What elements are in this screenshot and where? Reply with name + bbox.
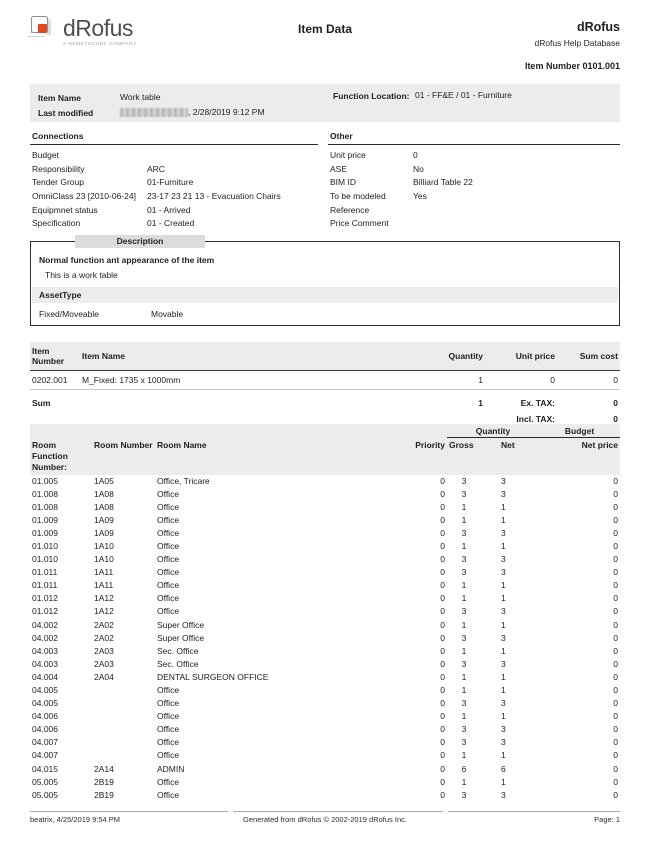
connections-title: Connections <box>30 131 318 145</box>
room-row <box>30 789 620 802</box>
priority-cell: 0 <box>440 475 445 486</box>
room-name-cell: ADMIN <box>157 763 185 774</box>
priority-cell: 0 <box>440 501 445 512</box>
field-value: 01 - Arrived <box>147 204 191 215</box>
gross-cell: 1 <box>461 671 467 682</box>
room-function-cell: 05.005 <box>32 789 58 800</box>
sum-row <box>30 390 620 412</box>
logo-brand-text: dRofus <box>63 15 133 41</box>
field-label: Tender Group <box>32 177 84 188</box>
room-function-cell: 04.002 <box>32 619 58 630</box>
redacted-username <box>120 108 188 117</box>
room-function-cell: 04.003 <box>32 645 58 656</box>
field-value: Billiard Table 22 <box>413 177 473 188</box>
room-number-cell: 1A12 <box>94 593 114 604</box>
room-name-cell: Office <box>157 698 180 709</box>
last-modified-value: , 2/28/2019 9:12 PM <box>188 106 265 117</box>
room-row <box>30 671 620 684</box>
net-price-cell: 0 <box>613 737 619 748</box>
col-sum-cost: Sum cost <box>557 342 620 371</box>
room-name-cell: Office <box>157 554 180 565</box>
room-name-cell: Office <box>157 501 180 512</box>
room-row <box>30 488 620 501</box>
connections-section <box>30 131 318 230</box>
sum-label: Sum <box>32 398 51 408</box>
priority-cell: 0 <box>440 698 445 709</box>
field-label: Reference <box>330 204 370 215</box>
field-label: Equipmnet status <box>32 204 98 215</box>
gross-cell: 1 <box>461 593 467 604</box>
incl-tax-label: Incl. TAX: <box>516 414 555 424</box>
gross-cell: 1 <box>461 619 467 630</box>
room-row <box>30 619 620 632</box>
item-number: Item Number 0101.001 <box>524 61 620 71</box>
gross-cell: 1 <box>461 580 467 591</box>
footer-page-number: Page: 1 <box>594 815 620 824</box>
fixed-moveable-value: Movable <box>151 309 184 319</box>
room-row <box>30 697 620 710</box>
other-title: Other <box>328 131 620 145</box>
col-gross: Gross <box>449 440 474 450</box>
col-room-name: Room Name <box>157 439 207 450</box>
net-cell: 6 <box>501 763 506 774</box>
room-function-cell: 04.002 <box>32 632 58 643</box>
room-number-cell: 1A12 <box>94 606 114 617</box>
room-name-cell: Super Office <box>157 632 205 643</box>
net-price-cell: 0 <box>613 488 619 499</box>
net-cell: 1 <box>501 645 506 656</box>
description-tab: Description <box>75 235 205 248</box>
connections-row <box>30 216 318 230</box>
item-row <box>30 371 620 390</box>
net-cell: 1 <box>501 711 506 722</box>
field-label: BIM ID <box>330 177 356 188</box>
priority-cell: 0 <box>440 645 445 656</box>
gross-cell: 1 <box>461 711 467 722</box>
room-function-cell: 01.010 <box>32 540 58 551</box>
net-cell: 1 <box>501 619 506 630</box>
col-room-number: Room Number <box>94 439 153 450</box>
rooms-table <box>30 424 620 802</box>
room-number-cell: 2A03 <box>94 645 114 656</box>
logo-tagline: A NEMETSCHEK COMPANY <box>63 42 137 47</box>
page-title: Item Data <box>297 22 353 36</box>
room-number-cell: 1A08 <box>94 488 114 499</box>
net-cell: 3 <box>501 789 506 800</box>
room-number-cell <box>92 710 155 723</box>
room-name-cell: Office <box>157 711 180 722</box>
description-text: This is a work table <box>45 270 118 280</box>
description-heading: Normal function ant appearance of the item <box>39 255 215 265</box>
room-function-cell: 04.015 <box>32 763 58 774</box>
items-table-header <box>30 342 620 371</box>
rooms-column-header <box>30 438 620 475</box>
net-cell: 1 <box>501 540 506 551</box>
priority-cell: 0 <box>440 593 445 604</box>
room-function-cell: 01.011 <box>32 580 58 591</box>
room-number-cell: 2A02 <box>94 619 114 630</box>
room-number-cell <box>92 749 155 762</box>
room-name-cell: Office <box>157 540 180 551</box>
room-number-cell: 1A05 <box>94 475 114 486</box>
connections-row <box>30 203 318 217</box>
net-price-cell: 0 <box>613 527 619 538</box>
room-name-cell: Office <box>157 737 180 748</box>
room-number-cell <box>92 697 155 710</box>
net-cell: 3 <box>501 475 506 486</box>
priority-cell: 0 <box>440 567 445 578</box>
room-row <box>30 605 620 618</box>
net-cell: 3 <box>501 658 506 669</box>
net-cell: 1 <box>501 501 506 512</box>
room-name-cell: Office <box>157 724 180 735</box>
fixed-moveable-row <box>39 309 611 319</box>
room-function-cell: 01.009 <box>32 514 58 525</box>
net-cell: 3 <box>501 698 506 709</box>
net-cell: 3 <box>501 632 506 643</box>
priority-cell: 0 <box>440 776 445 787</box>
priority-cell: 0 <box>440 619 445 630</box>
room-function-cell: 04.004 <box>32 671 58 682</box>
last-modified-label: Last modified <box>38 107 94 118</box>
field-label: To be modeled <box>330 190 386 201</box>
room-name-cell: Office <box>157 776 180 787</box>
room-row <box>30 658 620 671</box>
room-number-cell: 1A10 <box>94 540 114 551</box>
incl-tax-value: 0 <box>613 414 618 424</box>
room-name-cell: Sec. Office <box>157 645 199 656</box>
room-function-cell: 01.010 <box>32 554 58 565</box>
room-name-cell: Office <box>157 488 180 499</box>
room-number-cell: 2A02 <box>94 632 114 643</box>
room-number-cell: 2A14 <box>94 763 114 774</box>
net-price-cell: 0 <box>613 776 619 787</box>
item-name-label: Item Name <box>38 92 81 103</box>
room-number-cell: 2A04 <box>94 671 114 682</box>
col-net: Net <box>501 440 515 450</box>
sum-cost-cell: 0 <box>557 371 620 390</box>
other-row <box>328 162 620 176</box>
room-row <box>30 736 620 749</box>
room-name-cell: Office <box>157 789 180 800</box>
room-row <box>30 710 620 723</box>
priority-cell: 0 <box>440 606 445 617</box>
room-row <box>30 723 620 736</box>
rooms-group-header <box>30 424 620 438</box>
net-cell: 1 <box>501 580 506 591</box>
col-unit-price: Unit price <box>485 342 557 371</box>
footer-user-timestamp: beatrix, 4/25/2019 9:54 PM <box>30 815 121 824</box>
gross-cell: 3 <box>461 606 467 617</box>
room-row <box>30 579 620 592</box>
room-number-cell: 1A09 <box>94 514 114 525</box>
col-quantity: Quantity <box>368 342 485 371</box>
item-name-cell: M_Fixed: 1735 x 1000mm <box>80 371 368 390</box>
gross-cell: 1 <box>461 685 467 695</box>
net-cell: 1 <box>501 685 506 695</box>
field-value: No <box>413 163 424 174</box>
net-price-cell: 0 <box>613 475 619 486</box>
room-row <box>30 763 620 776</box>
net-cell: 3 <box>501 488 506 499</box>
gross-cell: 1 <box>461 750 467 761</box>
net-cell: 1 <box>501 776 506 787</box>
net-price-cell: 0 <box>613 685 619 695</box>
room-function-cell: 04.006 <box>32 711 58 722</box>
net-price-cell: 0 <box>613 567 619 578</box>
description-box <box>30 236 620 326</box>
net-price-cell: 0 <box>613 514 619 525</box>
room-number-cell: 1A09 <box>94 527 114 538</box>
room-function-cell: 01.012 <box>32 593 58 604</box>
item-summary-box <box>30 84 620 122</box>
field-label: Price Comment <box>330 218 389 229</box>
room-name-cell: Office <box>157 527 180 538</box>
priority-cell: 0 <box>440 554 445 565</box>
net-cell: 3 <box>501 606 506 617</box>
other-row <box>328 175 620 189</box>
connections-row <box>30 148 318 162</box>
report-header <box>30 12 620 62</box>
field-value: ARC <box>147 163 165 174</box>
room-function-cell: 04.003 <box>32 658 58 669</box>
room-row <box>30 514 620 527</box>
priority-cell: 0 <box>440 658 445 669</box>
col-item-name: Item Name <box>80 342 368 371</box>
room-function-cell: 01.009 <box>32 527 58 538</box>
room-name-cell: Super Office <box>157 619 205 630</box>
field-label: OmniClass 23 [2010-06-24] <box>32 190 136 201</box>
room-row <box>30 776 620 789</box>
room-row <box>30 527 620 540</box>
quantity-cell: 1 <box>368 371 485 390</box>
other-row <box>328 216 620 230</box>
room-name-cell: Office <box>157 685 180 695</box>
net-price-cell: 0 <box>613 632 619 643</box>
footer-divider <box>30 811 620 812</box>
other-row <box>328 203 620 217</box>
gross-cell: 3 <box>461 488 467 499</box>
col-priority: Priority <box>415 439 445 450</box>
net-price-cell: 0 <box>613 789 619 800</box>
room-number-cell: 2B19 <box>94 776 114 787</box>
field-value: 01-Furniture <box>147 177 194 188</box>
field-label: Budget <box>32 149 59 160</box>
database-info <box>534 20 620 48</box>
priority-cell: 0 <box>440 514 445 525</box>
room-row <box>30 540 620 553</box>
room-function-cell: 01.008 <box>32 488 58 499</box>
room-function-cell: 01.005 <box>32 475 58 486</box>
gross-cell: 3 <box>461 527 467 538</box>
room-function-cell: 05.005 <box>32 776 58 787</box>
field-value: 0 <box>413 149 418 160</box>
room-name-cell: Office <box>157 580 180 591</box>
ex-tax-value: 0 <box>613 398 618 408</box>
priority-cell: 0 <box>440 488 445 499</box>
room-row <box>30 592 620 605</box>
gross-cell: 6 <box>461 763 467 774</box>
net-cell: 1 <box>501 593 506 604</box>
net-cell: 3 <box>501 567 506 578</box>
priority-cell: 0 <box>440 671 445 682</box>
priority-cell: 0 <box>440 763 445 774</box>
net-cell: 1 <box>501 514 506 525</box>
net-price-cell: 0 <box>613 645 619 656</box>
net-cell: 3 <box>501 554 506 565</box>
priority-cell: 0 <box>440 789 445 800</box>
item-name-value: Work table <box>120 92 161 102</box>
room-name-cell: Sec. Office <box>157 658 199 669</box>
room-row <box>30 749 620 762</box>
room-number-cell: 1A11 <box>94 567 114 578</box>
other-section <box>328 131 620 230</box>
items-table <box>30 342 620 427</box>
room-name-cell: DENTAL SURGEON OFFICE <box>157 671 269 682</box>
net-price-cell: 0 <box>613 580 619 591</box>
net-cell: 1 <box>501 671 506 682</box>
gross-cell: 1 <box>461 645 467 656</box>
room-name-cell: Office <box>157 593 180 604</box>
gross-cell: 1 <box>461 776 467 787</box>
room-name-cell: Office <box>157 606 180 617</box>
room-row <box>30 501 620 514</box>
priority-cell: 0 <box>440 527 445 538</box>
net-price-cell: 0 <box>613 540 619 551</box>
connections-row <box>30 162 318 176</box>
database-name: dRofus <box>576 20 620 34</box>
connections-row <box>30 175 318 189</box>
room-number-cell: 1A11 <box>94 580 114 591</box>
gross-cell: 1 <box>461 501 467 512</box>
priority-cell: 0 <box>440 737 445 748</box>
room-row <box>30 632 620 645</box>
room-name-cell: Office <box>157 750 180 761</box>
gross-cell: 1 <box>461 514 467 525</box>
priority-cell: 0 <box>440 685 445 695</box>
gross-cell: 3 <box>461 698 467 709</box>
field-label: ASE <box>330 163 348 174</box>
quantity-group-label: Quantity <box>447 424 539 438</box>
connections-row <box>30 189 318 203</box>
gross-cell: 1 <box>461 540 467 551</box>
room-row <box>30 645 620 658</box>
other-row <box>328 148 620 162</box>
net-price-cell: 0 <box>613 619 619 630</box>
room-row <box>30 553 620 566</box>
room-name-cell: Office, Tricare <box>157 475 210 486</box>
field-value: Yes <box>413 190 427 201</box>
net-cell: 3 <box>501 737 506 748</box>
room-row <box>30 684 620 697</box>
net-price-cell: 0 <box>613 501 619 512</box>
gross-cell: 3 <box>461 567 467 578</box>
priority-cell: 0 <box>440 580 445 591</box>
net-price-cell: 0 <box>613 593 619 604</box>
priority-cell: 0 <box>440 711 445 722</box>
room-function-cell: 04.005 <box>32 685 58 695</box>
asset-type-header: AssetType <box>32 287 618 303</box>
room-number-cell <box>92 736 155 749</box>
room-row <box>30 566 620 579</box>
net-price-cell: 0 <box>613 658 619 669</box>
function-location-label: Function Location: <box>333 90 410 101</box>
room-function-cell: 01.012 <box>32 606 58 617</box>
priority-cell: 0 <box>440 632 445 643</box>
room-function-cell: 01.008 <box>32 501 58 512</box>
gross-cell: 3 <box>461 789 467 800</box>
room-number-cell <box>92 723 155 736</box>
unit-price-cell: 0 <box>485 371 557 390</box>
room-number-cell: 2A03 <box>94 658 114 669</box>
room-number-cell <box>92 684 155 697</box>
gross-cell: 3 <box>461 724 467 735</box>
room-function-cell: 04.007 <box>32 750 58 761</box>
net-price-cell: 0 <box>613 698 619 709</box>
budget-group-label: Budget <box>539 424 620 438</box>
gross-cell: 3 <box>461 737 467 748</box>
room-number-cell: 1A10 <box>94 554 114 565</box>
database-subtitle: dRofus Help Database <box>534 38 620 48</box>
room-row <box>30 475 620 488</box>
field-value: 01 - Created <box>147 218 195 229</box>
net-cell: 3 <box>501 527 506 538</box>
col-room-function: Room Function Number: <box>32 439 68 472</box>
net-price-cell: 0 <box>613 724 619 735</box>
room-number-cell: 2B19 <box>94 789 114 800</box>
field-value: 23-17 23 21 13 - Evacuation Chairs <box>147 190 281 201</box>
room-name-cell: Office <box>157 567 180 578</box>
footer-copyright: Generated from dRofus © 2002-2019 dRofus Inc. <box>243 815 407 824</box>
item-number-cell: 0202.001 <box>30 371 80 390</box>
field-label: Specification <box>32 218 81 229</box>
net-price-cell: 0 <box>613 711 619 722</box>
room-function-cell: 04.007 <box>32 737 58 748</box>
other-row <box>328 189 620 203</box>
net-cell: 3 <box>501 724 506 735</box>
priority-cell: 0 <box>440 724 445 735</box>
net-cell: 1 <box>501 750 506 761</box>
net-price-cell: 0 <box>613 763 619 774</box>
net-price-cell: 0 <box>613 606 619 617</box>
room-function-cell: 04.006 <box>32 724 58 735</box>
col-item-number: Item Number <box>30 342 80 371</box>
net-price-cell: 0 <box>613 671 619 682</box>
room-function-cell: 04.005 <box>32 698 58 709</box>
priority-cell: 0 <box>440 540 445 551</box>
priority-cell: 0 <box>440 750 445 761</box>
function-location-value: 01 - FF&E / 01 - Furniture <box>415 90 512 100</box>
gross-cell: 3 <box>461 475 467 486</box>
gross-cell: 3 <box>461 554 467 565</box>
field-label: Responsibility <box>32 163 85 174</box>
sum-quantity: 1 <box>478 398 483 408</box>
gross-cell: 3 <box>461 658 467 669</box>
field-label: Unit price <box>330 149 366 160</box>
gross-cell: 3 <box>461 632 467 643</box>
net-price-cell: 0 <box>613 750 619 761</box>
fixed-moveable-label: Fixed/Moveable <box>39 309 100 319</box>
room-name-cell: Office <box>157 514 180 525</box>
col-net-price: Net price <box>581 440 619 450</box>
net-price-cell: 0 <box>613 554 619 565</box>
room-number-cell: 1A08 <box>94 501 114 512</box>
ex-tax-label: Ex. TAX: <box>520 398 555 408</box>
page-footer <box>30 811 620 824</box>
room-function-cell: 01.011 <box>32 567 58 578</box>
